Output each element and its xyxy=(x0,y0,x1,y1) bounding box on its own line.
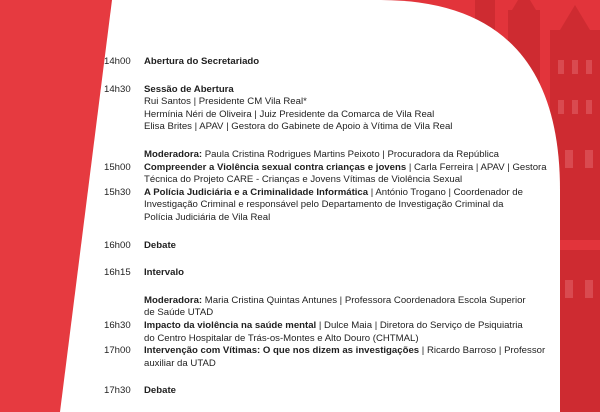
item-line: Elisa Brites | APAV | Gestora do Gabinete de Apoio à Vítima de Vila Real xyxy=(144,121,453,133)
time-label: 14h30 xyxy=(104,83,131,95)
time-label: 17h00 xyxy=(104,345,131,357)
schedule-item xyxy=(104,240,554,253)
item-line: Intervenção com Vítimas: O que nos dizem as investigações | Ricardo Barroso | Professor xyxy=(144,345,546,357)
schedule-item xyxy=(104,149,554,162)
schedule-item xyxy=(104,162,554,187)
schedule-item xyxy=(104,187,554,225)
time-label: 16h30 xyxy=(104,319,131,331)
time-label: 15h00 xyxy=(104,161,131,173)
time-label: 17h30 xyxy=(104,385,131,397)
item-line: Polícia Judiciária de Vila Real xyxy=(144,211,271,223)
schedule-item xyxy=(104,320,554,345)
item-line: Técnica do Projeto CARE - Crianças e Jovens Vítimas de Violência Sexual xyxy=(144,174,463,186)
item-line: auxiliar da UTAD xyxy=(144,357,216,369)
item-line: Sessão de Abertura xyxy=(144,83,234,95)
schedule-item xyxy=(104,267,554,280)
item-line: Hermínia Néri de Oliveira | Juiz Presidente da Comarca de Vila Real xyxy=(144,108,435,120)
item-line: Rui Santos | Presidente CM Vila Real* xyxy=(144,96,307,108)
item-line: Debate xyxy=(144,239,176,251)
schedule-item xyxy=(104,295,554,320)
item-line: Compreender a Violência sexual contra crianças e jovens | Carla Ferreira | APAV | Gestora xyxy=(144,161,547,173)
item-line: Impacto da violência na saúde mental | Dulce Maia | Diretora do Serviço de Psiquiatria xyxy=(144,319,523,331)
time-label: 15h30 xyxy=(104,186,131,198)
time-label: 16h00 xyxy=(104,239,131,251)
item-line: Debate xyxy=(144,385,176,397)
schedule-item xyxy=(104,385,554,398)
schedule-item xyxy=(104,56,554,69)
item-line: A Polícia Judiciária e a Criminalidade Informática | António Trogano | Coordenador de xyxy=(144,186,523,198)
item-line: de Saúde UTAD xyxy=(144,307,214,319)
time-label: 14h00 xyxy=(104,56,131,67)
item-line: Investigação Criminal e responsável pelo Departamento de Investigação Criminal da xyxy=(144,199,504,211)
schedule-item xyxy=(104,84,554,134)
time-label: 16h15 xyxy=(104,267,131,279)
schedule-item xyxy=(104,345,554,370)
item-line: Intervalo xyxy=(144,267,184,279)
program-schedule xyxy=(104,56,554,398)
item-line: do Centro Hospitalar de Trás-os-Montes e Alto Douro (CHTMAL) xyxy=(144,332,419,344)
item-line: Moderadora: Maria Cristina Quintas Antunes | Professora Coordenadora Escola Superior xyxy=(144,294,526,306)
item-line: Abertura do Secretariado xyxy=(144,56,260,67)
item-line: Moderadora: Paula Cristina Rodrigues Martins Peixoto | Procuradora da República xyxy=(144,148,499,160)
